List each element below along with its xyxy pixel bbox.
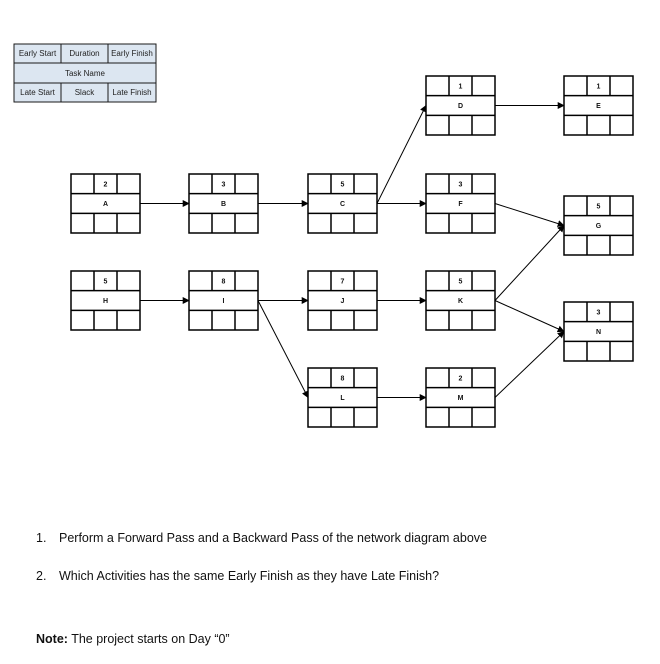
- node-B: [189, 174, 258, 233]
- node-task-name: B: [220, 201, 227, 209]
- legend-early-start: Early Start: [18, 49, 57, 58]
- question-1-number: 1.: [36, 531, 47, 545]
- legend-early-finish: Early Finish: [111, 49, 153, 58]
- note-label: Note:: [36, 632, 68, 646]
- edge-I-L: [258, 301, 308, 398]
- legend-slack: Slack: [74, 88, 95, 97]
- question-2: [36, 569, 439, 583]
- node-L: [308, 368, 377, 427]
- node-C: [308, 174, 377, 233]
- node-task-name: M: [457, 395, 464, 403]
- node-duration: 5: [596, 203, 601, 211]
- edge-K-N: [495, 301, 564, 332]
- node-duration: 8: [340, 375, 345, 383]
- node-task-name: J: [340, 298, 345, 306]
- node-task-name: L: [340, 395, 345, 403]
- edge-M-N: [495, 332, 564, 398]
- node-duration: 2: [458, 375, 463, 383]
- legend-duration: Duration: [69, 49, 100, 58]
- node-M: [426, 368, 495, 427]
- edges: [140, 106, 564, 398]
- node-duration: 5: [340, 181, 345, 189]
- nodes: [71, 76, 633, 427]
- legend-late-finish: Late Finish: [112, 88, 152, 97]
- node-duration: 1: [458, 83, 463, 91]
- node-duration: 3: [221, 181, 226, 189]
- question-1-text: Perform a Forward Pass and a Backward Pass of the network diagram above: [59, 531, 487, 545]
- node-task-name: K: [457, 298, 464, 306]
- node-H: [71, 271, 140, 330]
- node-task-name: G: [595, 223, 602, 231]
- note-text: The project starts on Day “0”: [67, 632, 230, 646]
- node-task-name: F: [458, 201, 463, 209]
- legend-late-start: Late Start: [20, 88, 55, 97]
- edge-C-D: [377, 106, 426, 204]
- question-2-text: Which Activities has the same Early Finish as they have Late Finish?: [59, 569, 440, 583]
- node-duration: 3: [458, 181, 463, 189]
- node-task-name: I: [222, 298, 225, 306]
- edge-K-G: [495, 226, 564, 301]
- node-A: [71, 174, 140, 233]
- node-duration: 7: [340, 278, 345, 286]
- node-D: [426, 76, 495, 135]
- node-duration: 8: [221, 278, 226, 286]
- node-duration: 5: [458, 278, 463, 286]
- edge-F-G: [495, 204, 564, 226]
- node-J: [308, 271, 377, 330]
- node-duration: 2: [103, 181, 108, 189]
- node-task-name: A: [102, 201, 109, 209]
- note: [36, 632, 230, 646]
- node-task-name: E: [596, 103, 601, 111]
- node-task-name: N: [595, 329, 602, 337]
- legend-task-name: Task Name: [64, 69, 106, 78]
- node-N: [564, 302, 633, 361]
- node-duration: 1: [596, 83, 601, 91]
- node-task-name: C: [339, 201, 346, 209]
- question-2-number: 2.: [36, 569, 47, 583]
- node-duration: 3: [596, 309, 601, 317]
- node-task-name: H: [102, 298, 109, 306]
- node-duration: 5: [103, 278, 108, 286]
- node-I: [189, 271, 258, 330]
- legend: [14, 44, 156, 102]
- node-E: [564, 76, 633, 135]
- node-F: [426, 174, 495, 233]
- node-G: [564, 196, 633, 255]
- question-1: [36, 531, 487, 545]
- node-K: [426, 271, 495, 330]
- node-task-name: D: [457, 103, 464, 111]
